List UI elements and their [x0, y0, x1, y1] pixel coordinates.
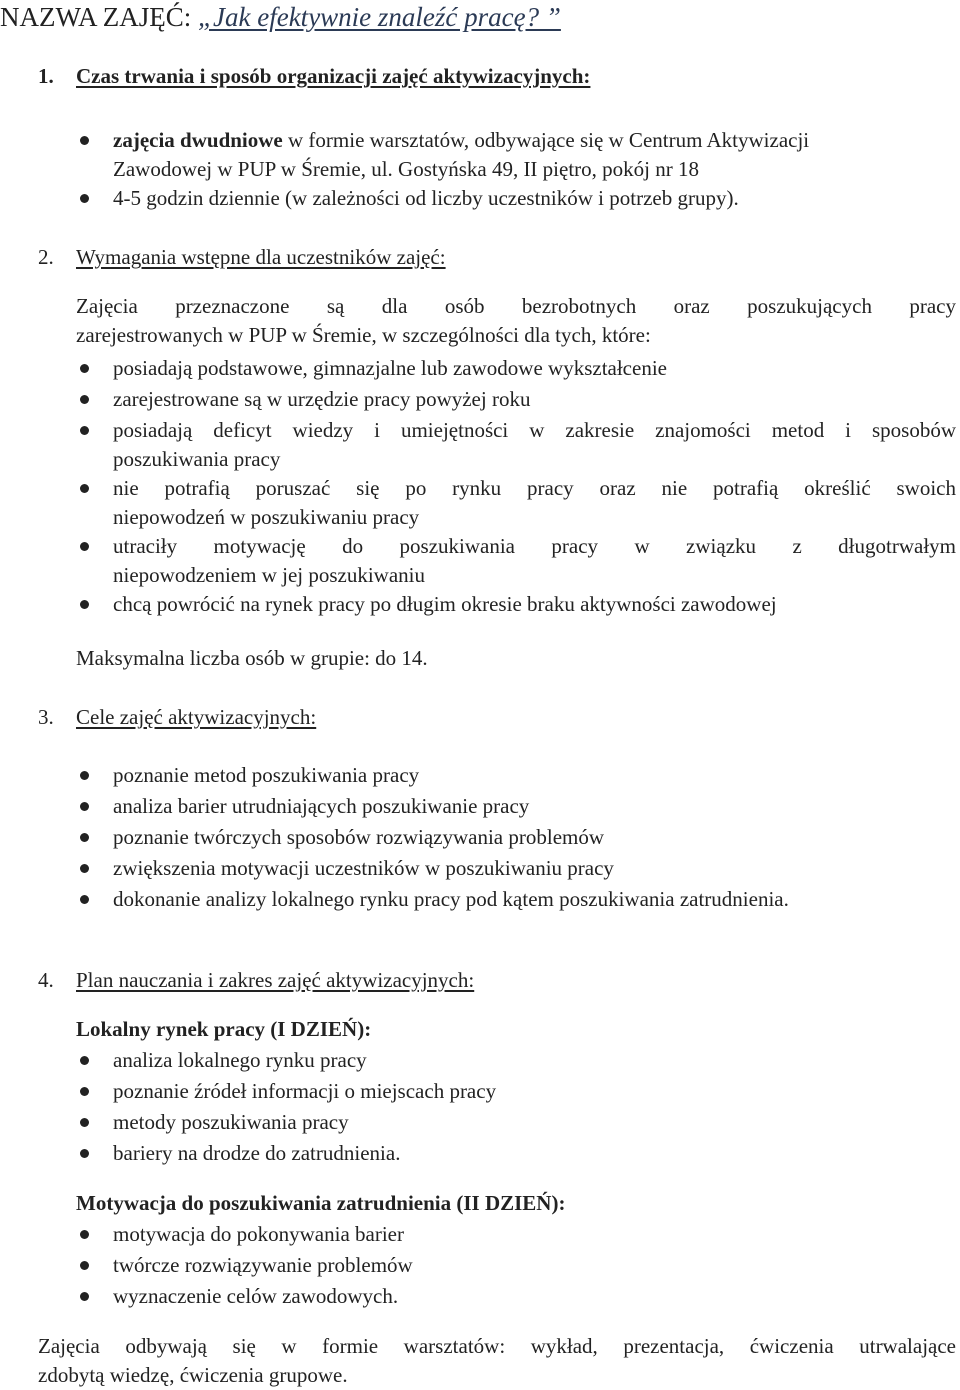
list-item: twórcze rozwiązywanie problemów — [76, 1251, 956, 1282]
bullet-icon — [80, 484, 89, 493]
bullet-icon — [80, 1292, 89, 1301]
bullet-icon — [80, 1230, 89, 1239]
list-item: zwiększenia motywacji uczestników w poszukiwaniu pracy — [76, 854, 956, 885]
document-title: NAZWA ZAJĘĆ: „Jak efektywnie znaleźć pracę? ” — [0, 2, 561, 32]
list-item: nie potrafią poruszać się po rynku pracy oraz nie potrafią określić swoich niepowodzeń w poszukiwaniu pracy — [76, 474, 956, 532]
list-item: utraciły motywację do poszukiwania pracy w związku z długotrwałym niepowodzeniem w jej poszukiwaniu — [76, 532, 956, 590]
bullet-icon — [80, 1087, 89, 1096]
list-item: chcą powrócić na rynek pracy po długim okresie braku aktywności zawodowej — [76, 590, 956, 621]
bullet-icon — [80, 771, 89, 780]
bullet-icon — [80, 1261, 89, 1270]
day-2-title: Motywacja do poszukiwania zatrudnienia (II DZIEŃ): — [76, 1191, 566, 1215]
section-4-heading: 4. Plan nauczania i zakres zajęć aktywizacyjnych: — [38, 968, 475, 992]
bullet-icon — [80, 364, 89, 373]
bullet-icon — [80, 1118, 89, 1127]
bullet-icon — [80, 426, 89, 435]
bullet-icon — [80, 136, 89, 145]
section-1-heading: 1. Czas trwania i sposób organizacji zajęć aktywizacyjnych: — [38, 64, 591, 88]
bullet-icon — [80, 1056, 89, 1065]
list-item: poznanie metod poszukiwania pracy — [76, 761, 956, 792]
section-2-intro: Zajęcia przeznaczone są dla osób bezrobotnych oraz poszukujących pracy zarejestrowanych w PUP w Śremie, w szczególności dla tych, które: — [76, 294, 956, 347]
list-item: analiza lokalnego rynku pracy — [76, 1046, 956, 1077]
bullet-icon — [80, 600, 89, 609]
bullet-icon — [80, 1149, 89, 1158]
day-1-list — [76, 1046, 956, 1170]
bullet-icon — [80, 802, 89, 811]
course-name: „Jak efektywnie znaleźć pracę? ” — [198, 2, 561, 32]
list-item: 4-5 godzin dziennie (w zależności od liczby uczestników i potrzeb grupy). — [76, 184, 956, 215]
list-item: zajęcia dwudniowe w formie warsztatów, odbywające się w Centrum Aktywizacji Zawodowej w PUP w Śremie, ul. Gostyńska 49, II piętro, pokój nr 18 — [76, 126, 956, 184]
list-item: motywacja do pokonywania barier — [76, 1220, 956, 1251]
bullet-icon — [80, 542, 89, 551]
list-item: zarejestrowane są w urzędzie pracy powyżej roku — [76, 385, 956, 416]
section-3-list — [76, 761, 956, 916]
list-item: metody poszukiwania pracy — [76, 1108, 956, 1139]
max-participants: Maksymalna liczba osób w grupie: do 14. — [76, 646, 428, 670]
list-item: posiadają deficyt wiedzy i umiejętności w zakresie znajomości metod i sposobów poszukiwania pracy — [76, 416, 956, 474]
section-2-heading: 2. Wymagania wstępne dla uczestników zajęć: — [38, 245, 446, 269]
list-item: dokonanie analizy lokalnego rynku pracy pod kątem poszukiwania zatrudnienia. — [76, 885, 956, 916]
section-1-list — [76, 126, 956, 215]
list-item: bariery na drodze do zatrudnienia. — [76, 1139, 956, 1170]
bullet-icon — [80, 895, 89, 904]
list-item: posiadają podstawowe, gimnazjalne lub zawodowe wykształcenie — [76, 354, 956, 385]
list-item: wyznaczenie celów zawodowych. — [76, 1282, 956, 1313]
bullet-icon — [80, 395, 89, 404]
list-item: poznanie źródeł informacji o miejscach pracy — [76, 1077, 956, 1108]
list-item: analiza barier utrudniających poszukiwanie pracy — [76, 792, 956, 823]
list-item: poznanie twórczych sposobów rozwiązywania problemów — [76, 823, 956, 854]
day-2-list — [76, 1220, 956, 1313]
bullet-icon — [80, 194, 89, 203]
bullet-icon — [80, 833, 89, 842]
closing-paragraph: Zajęcia odbywają się w formie warsztatów: wykład, prezentacja, ćwiczenia utrwalające zdobytą wiedzę, ćwiczenia grupowe. — [38, 1334, 956, 1387]
day-1-title: Lokalny rynek pracy (I DZIEŃ): — [76, 1017, 372, 1041]
section-2-list — [76, 354, 956, 621]
section-3-heading: 3. Cele zajęć aktywizacyjnych: — [38, 705, 317, 729]
bullet-icon — [80, 864, 89, 873]
